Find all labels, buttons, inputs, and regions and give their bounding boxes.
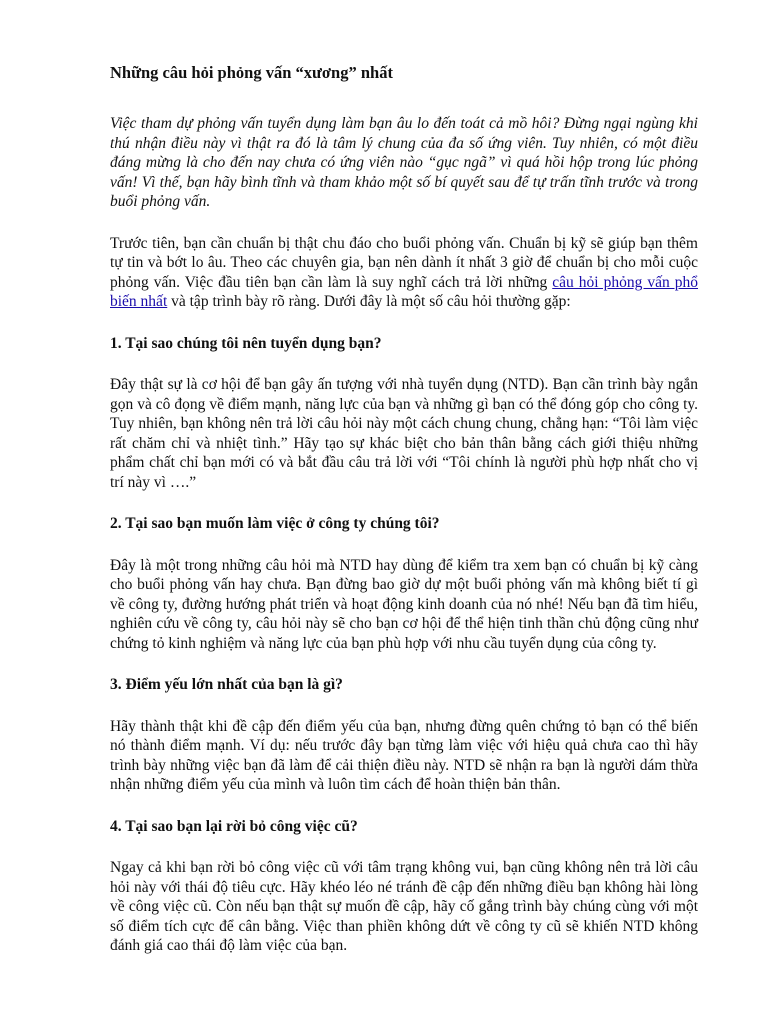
document-title: Những câu hỏi phỏng vấn “xương” nhất (110, 63, 393, 82)
common-questions-link[interactable]: câu hỏi phỏng vấn phổ biến nhất (110, 273, 699, 310)
preparation-paragraph (110, 234, 698, 312)
preparation-text-after-link: và tập trình bày rõ ràng. Dưới đây là một số câu hỏi thường gặp: (167, 293, 571, 310)
answer-paragraph-4: Ngay cả khi bạn rời bỏ công việc cũ với tâm trạng không vui, bạn cũng không nên trả lời câu hỏi này với thái độ tiêu cực. Hãy khéo léo né tránh đề cập đến những điều bạn không hài lòng về công việc cũ. Còn nếu bạn thật sự muốn đề cập, hãy cố gắng trình bày chúng cùng với một số điểm tích cực để cân bằng. Việc than phiền không dứt về công ty cũ sẽ khiến NTD không đánh giá cao thái độ làm việc của bạn. (110, 859, 698, 954)
answer-paragraph-1: Đây thật sự là cơ hội để bạn gây ấn tượng với nhà tuyển dụng (NTD). Bạn cần trình bày ngắn gọn và cô đọng về điểm mạnh, năng lực của bạn và những gì bạn có thể đóng góp cho công ty. Tuy nhiên, bạn không nên trả lời câu hỏi này một cách chung chung, chẳng hạn: “Tôi làm việc rất chăm chỉ và nhiệt tình.” Hãy tạo sự khác biệt cho bản thân bằng cách giới thiệu những phẩm chất chỉ bạn mới có và bắt đầu câu trả lời với “Tôi chính là người phù hợp nhất cho vị trí này vì ….” (110, 376, 698, 491)
preparation-text-before-link: Trước tiên, bạn cần chuẩn bị thật chu đáo cho buổi phỏng vấn. Chuẩn bị kỹ sẽ giúp bạn thêm tự tin và bớt lo âu. Theo các chuyên gia, bạn nên dành ít nhất 3 giờ để chuẩn bị cho mỗi cuộc phỏng vấn. Việc đầu tiên bạn cần làm là suy nghĩ cách trả lời những (110, 234, 698, 291)
answer-paragraph-2: Đây là một trong những câu hỏi mà NTD hay dùng để kiểm tra xem bạn có chuẩn bị kỹ càng cho buổi phỏng vấn hay chưa. Bạn đừng bao giờ dự một buổi phỏng vấn mà không biết tí gì về công ty, đường hướng phát triển và hoạt động kinh doanh của nó nhé! Nếu bạn đã tìm hiểu, nghiên cứu về công ty, câu hỏi này sẽ cho bạn cơ hội để thể hiện tinh thần chủ động cũng như chứng tỏ kinh nghiệm và năng lực của bạn phù hợp với nhu cầu tuyển dụng của công ty. (110, 556, 698, 652)
document-page (110, 62, 698, 978)
question-heading-1: 1. Tại sao chúng tôi nên tuyển dụng bạn? (110, 334, 382, 352)
intro-paragraph: Việc tham dự phỏng vấn tuyển dụng làm bạn âu lo đến toát cả mồ hôi? Đừng ngại ngùng khi thú nhận điều này vì thật ra đó là tâm lý chung của đa số ứng viên. Tuy nhiên, có một điều đáng mừng là cho đến nay chưa có ứng viên nào “gục ngã” vì quá hồi hộp trong lúc phỏng vấn! Vì thế, bạn hãy bình tĩnh và tham khảo một số bí quyết sau để tự trấn tĩnh trước và trong buổi phỏng vấn. (110, 115, 698, 210)
answer-paragraph-3: Hãy thành thật khi đề cập đến điểm yếu của bạn, nhưng đừng quên chứng tỏ bạn có thể biến nó thành điểm mạnh. Ví dụ: nếu trước đây bạn từng làm việc với hiệu quả chưa cao thì hãy trình bày những việc bạn đã làm để cải thiện điều này. NTD sẽ nhận ra bạn là người dám thừa nhận những điểm yếu của mình và luôn tìm cách để hoàn thiện bản thân. (110, 717, 698, 793)
question-heading-4: 4. Tại sao bạn lại rời bỏ công việc cũ? (110, 817, 358, 835)
question-heading-3: 3. Điểm yếu lớn nhất của bạn là gì? (110, 676, 343, 693)
question-heading-2: 2. Tại sao bạn muốn làm việc ở công ty chúng tôi? (110, 515, 440, 532)
